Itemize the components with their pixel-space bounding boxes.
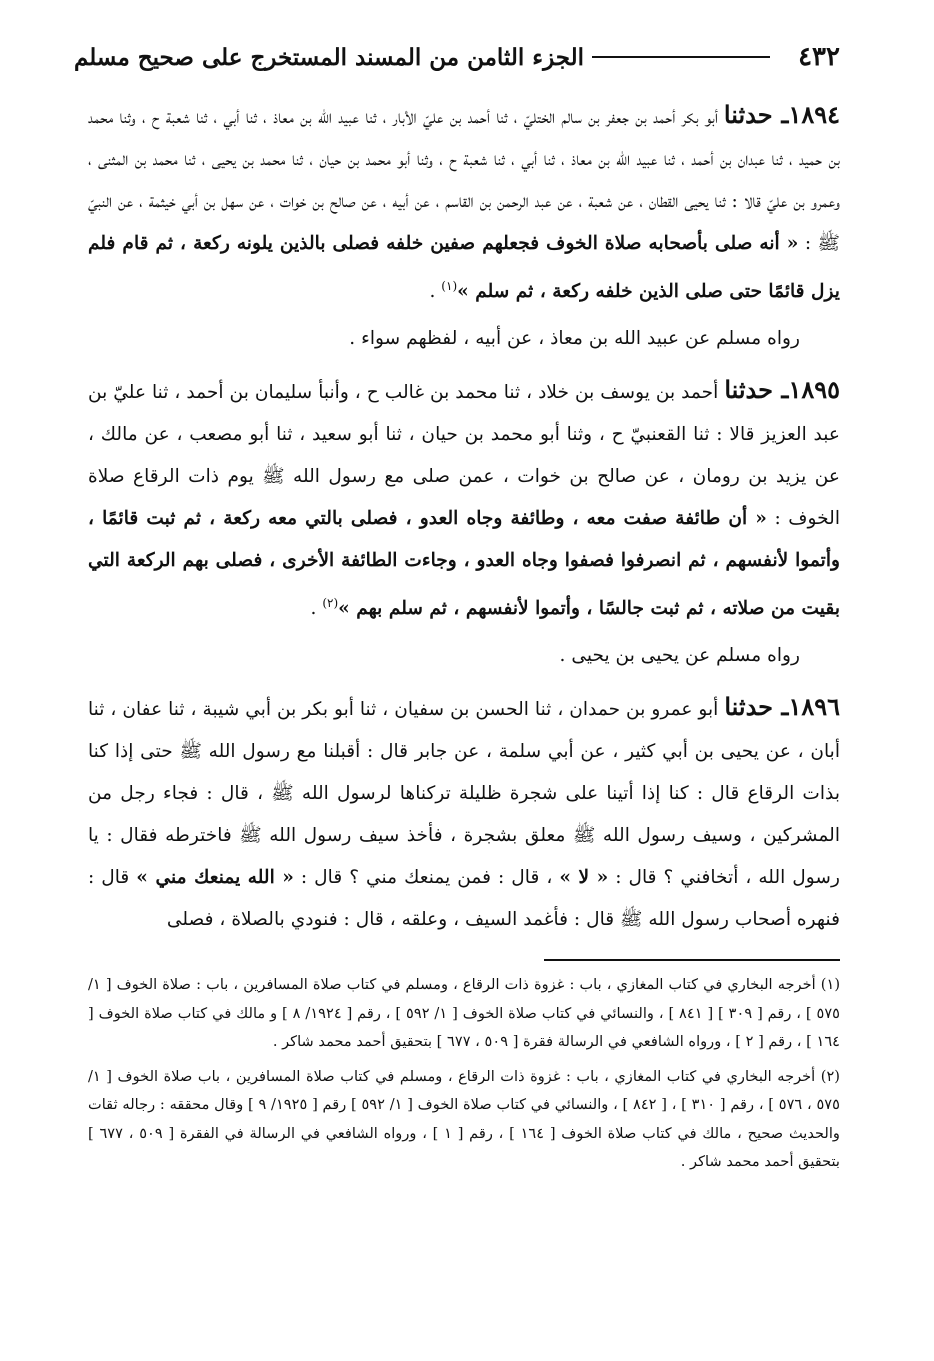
quote-text: « الله يمنعك مني »	[136, 867, 294, 889]
running-title: الجزء الثامن من المسند المستخرج على صحيح مسلم	[74, 43, 584, 71]
footnote-text: أخرجه البخاري في كتاب المغازي ، باب : غزوة ذات الرقاع ، ومسلم في كتاب صلاة المسافرين ، باب : صلاة الخوف [ ١/ ٥٧٥ ] ، رقم [ ٣٠٩ ] [ ٨٤١ ] ، والنسائي في كتاب صلاة الخوف [ ١/ ٥٩٢ ] ، رقم [ ١٩٢٤/ ٨ ] و مالك في كتاب صلاة الخوف [ ١٦٤ ] ، رقم [ ٢ ] ، ورواه الشافعي في الرسالة فقرة [ ٥٠٩ ، ٦٧٧ ] بتحقيق أحمد محمد شاكر .	[88, 976, 841, 1051]
isnad-text: أبو عمرو بن حمدان ، ثنا الحسن بن سفيان ، ثنا أبو بكر بن أبي شيبة ، ثنا عفان ، ثنا أبان ، عن يحيى بن أبي كثير ، عن أبي سلمة ، عن جابر قال : أقبلنا مع رسول الله ﷺ حتى إذا كنا بذات الرقاع قال : كنا إذا أتينا على شجرة ظليلة تركناها لرسول الله ﷺ ، قال : فجاء رجل من المشركين ، وسيف رسول الله ﷺ معلق بشجرة ، فأخذ سيف رسول الله ﷺ فاخترطه فقال : يا رسول الله ، أتخافني ؟ قال :	[88, 699, 840, 889]
narrative-text: قال : فنهره أصحاب رسول الله ﷺ قال : فأغمد السيف ، وعلقه ، قال : فنودي بالصلاة ، فصلى	[88, 867, 840, 931]
isnad-text: أحمد بن يوسف بن خلاد ، ثنا محمد بن غالب ح ، وأنبأ سليمان بن أحمد ، ثنا عليّ بن عبد العزيز قالا : ثنا القعنبيّ ح ، وثنا أبو محمد بن حيان ، ثنا أبو سعيد ، ثنا أبو مصعب ، عن مالك ، عن يزيد بن رومان ، عن صالح بن خوات ، عمن صلى مع رسول الله ﷺ يوم ذات الرقاع صلاة الخوف :	[88, 382, 840, 530]
page-number: ٤٣٢	[798, 42, 840, 72]
footnote-ref[interactable]: (٢)	[322, 596, 339, 611]
footnote-marker: (١)	[820, 976, 841, 994]
hadith-number: ١٨٩٦	[788, 692, 840, 722]
end-punct: .	[429, 281, 442, 303]
matn-text: « أنه صلى بأصحابه صلاة الخوف فجعلهم صفين خلفه فصلى بالذين يلونه ركعة ، ثم قام فلم يزل قائمًا حتى صلى الذين خلفه ركعة ، ثم سلم »	[88, 233, 840, 303]
footnote-marker: (٢)	[820, 1067, 840, 1085]
end-punct: .	[310, 598, 323, 620]
haddathana-label: ـ حدثنا	[723, 100, 789, 129]
hadith-1895	[88, 369, 840, 630]
running-header	[74, 28, 840, 86]
hadith-number: ١٨٩٤	[788, 100, 840, 129]
riwaya-note: رواه مسلم عن يحيى بن يحيى .	[559, 645, 800, 667]
haddathana-label: ـ حدثنا	[724, 375, 789, 405]
book-page	[74, 28, 841, 1177]
narrative-text: ، قال : فمن يمنعك مني ؟ قال :	[300, 867, 553, 889]
hadith-number: ١٨٩٥	[788, 375, 840, 405]
matn-text: « أن طائفة صفت معه ، وطائفة وجاه العدو ، فصلى بالتي معه ركعة ، ثم ثبت قائمًا ، وأتموا لأنفسهم ، ثم انصرفوا فصفوا وجاه العدو ، وجاءت الطائفة الأخرى ، فصلى بهم الركعة التي بقيت من صلاته ، ثم ثبت جالسًا ، وأتموا لأنفسهم ، ثم سلم بهم »	[88, 508, 840, 620]
footnotes	[88, 971, 840, 1177]
riwaya-note: رواه مسلم عن عبيد الله بن معاذ ، عن أبيه ، لفظهم سواء .	[349, 328, 800, 350]
hadith-1894	[88, 94, 840, 313]
quote-text: « لا »	[559, 867, 609, 889]
header-rule	[592, 56, 770, 58]
footnote-text: أخرجه البخاري في كتاب المغازي ، باب : غزوة ذات الرقاع ، ومسلم في كتاب صلاة المسافرين ، باب صلاة الخوف [ ١/ ٥٧٥ ، ٥٧٦ ] ، رقم [ ٣١٠ ] ، [ ٨٤٢ ] ، والنسائي في كتاب صلاة الخوف [ ١/ ٥٩٢ ] رقم [ ١٩٢٥/ ٩ ] وقال محققه : رجاله ثقات والحديث صحيح ، مالك في كتاب صلاة الخوف [ ١٦٤ ] ، رقم [ ١ ] ، ورواه الشافعي في الرسالة في الفقرة [ ٥٠٩ ، ٦٧٧ ] بتحقيق أحمد محمد شاكر .	[88, 1067, 840, 1171]
haddathana-label: ـ حدثنا	[724, 692, 789, 722]
footnote-1	[88, 971, 840, 1057]
isnad-text: أبو بكر أحمد بن جعفر بن سالم الختليّ ، ثنا أحمد بن عليّ الأبار ، ثنا عبيد الله بن معاذ ، ثنا أبي ، ثنا شعبة ح ، وثنا محمد بن حميد ، ثنا عبدان بن أحمد ، ثنا عبيد الله بن معاذ ، ثنا أبي ، ثنا شعبة ح ، وثنا أبو محمد بن حيان ، ثنا محمد بن يحيى ، ثنا محمد بن المثنى ، وعمرو بن عليّ قالا : ثنا يحيى القطان ، عن شعبة ، عن عبد الرحمن بن القاسم ، عن أبيه ، عن صالح بن خوات ، عن سهل بن أبي خيثمة ، عن النبيّ ﷺ :	[88, 107, 840, 254]
hadith-1896	[88, 686, 840, 941]
footnote-ref[interactable]: (١)	[441, 279, 458, 293]
footnote-2	[88, 1063, 840, 1177]
footnote-separator	[544, 959, 840, 961]
